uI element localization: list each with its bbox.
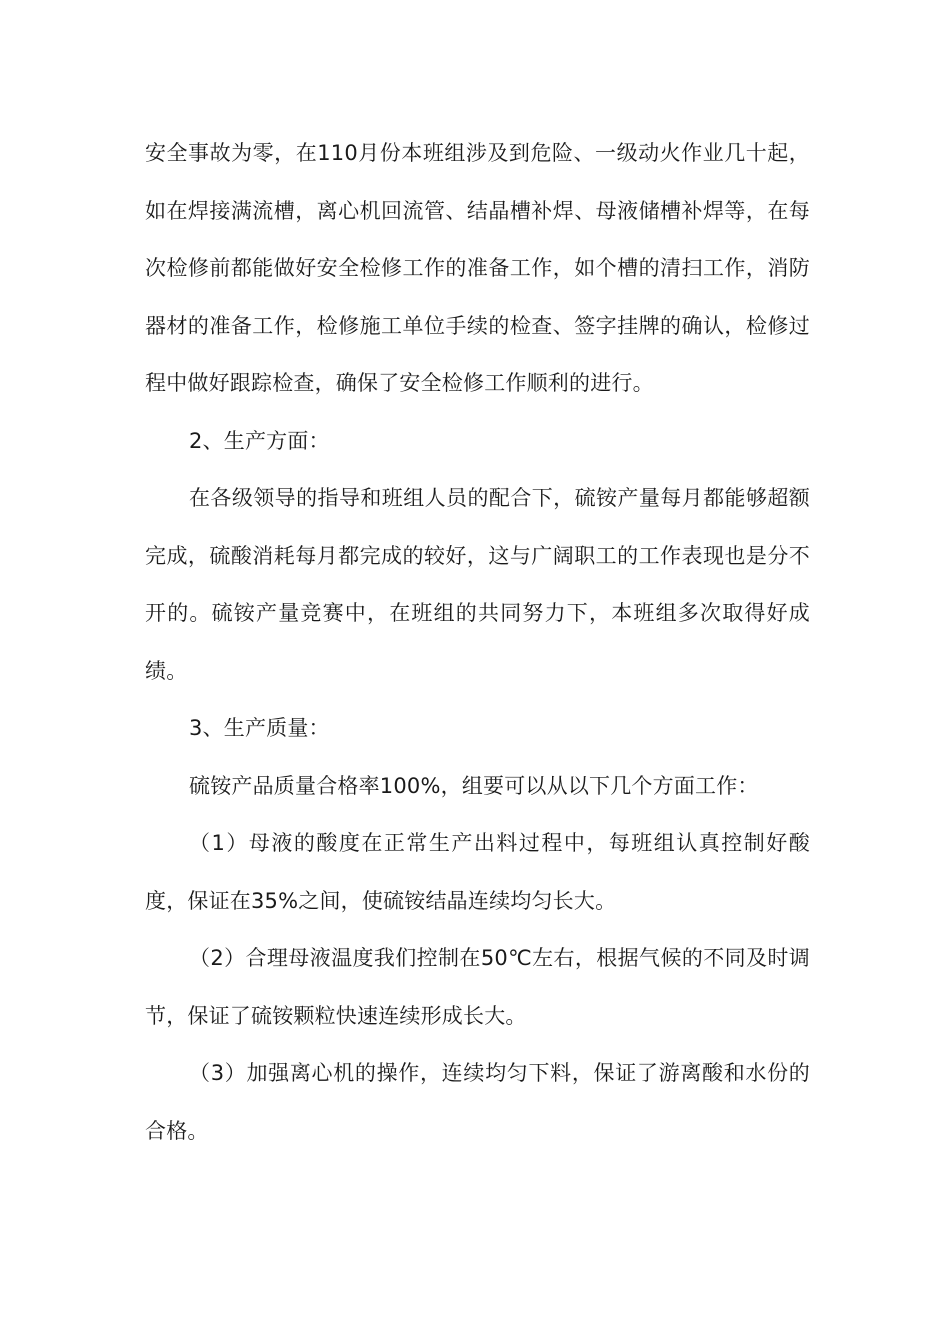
paragraph-safety-continued: 安全事故为零，在110月份本班组涉及到危险、一级动火作业几十起，如在焊接满流槽，离心机回流管、结晶槽补焊、母液储槽补焊等，在每次检修前都能做好安全检修工作的准备工作，如个槽的清扫工作，消防器材的准备工作，检修施工单位手续的检查、签字挂牌的确认，检修过程中做好跟踪检查，确保了安全检修工作顺利的进行。 bbox=[145, 141, 810, 395]
heading-quality: 3、生产质量： bbox=[189, 716, 330, 740]
list-item-temperature: （2）合理母液温度我们控制在50℃左右，根据气候的不同及时调节，保证了硫铵颗粒快速连续形成长大。 bbox=[145, 946, 810, 1028]
document-body bbox=[145, 125, 810, 1160]
paragraph-quality-intro: 硫铵产品质量合格率100%，组要可以从以下几个方面工作： bbox=[189, 773, 759, 798]
heading-production: 2、生产方面： bbox=[189, 428, 330, 453]
paragraph-production: 在各级领导的指导和班组人员的配合下，硫铵产量每月都能够超额完成，硫酸消耗每月都完成的较好，这与广阔职工的工作表现也是分不开的。硫铵产量竞赛中，在班组的共同努力下，本班组多次取得好成绩。 bbox=[145, 486, 810, 683]
list-item-acidity: （1）母液的酸度在正常生产出料过程中，每班组认真控制好酸度，保证在35%之间，使硫铵结晶连续均匀长大。 bbox=[145, 831, 810, 913]
list-item-centrifuge: （3）加强离心机的操作，连续均匀下料，保证了游离酸和水份的合格。 bbox=[145, 1061, 810, 1143]
